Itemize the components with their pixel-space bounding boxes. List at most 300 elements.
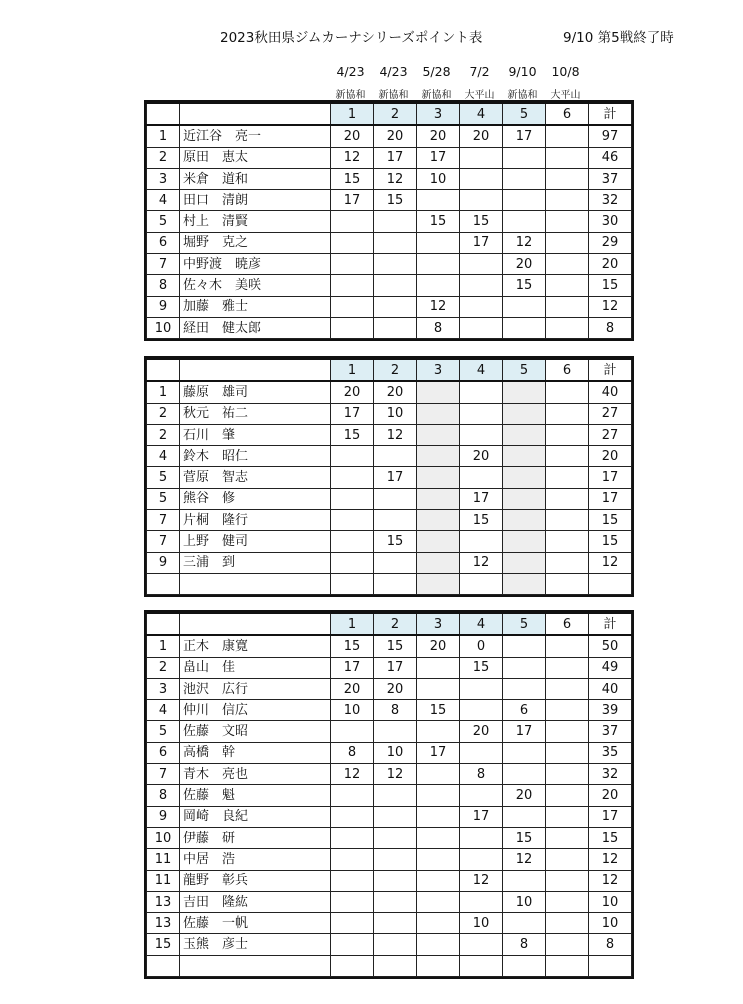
round-1-points [331,467,374,488]
round-6-points [546,168,589,189]
round-4-points: 8 [460,764,503,785]
driver-name-cell: 佐藤 文昭 [180,721,331,742]
rank-cell: 4 [147,446,180,467]
total-points-cell: 27 [589,403,632,424]
round-venue: 新協和 [507,90,538,101]
header-round-4: 4 [460,613,503,635]
header-round-5: 5 [503,613,546,635]
round-date: 4/23 [379,64,408,79]
header-total: 計 [589,103,632,125]
round-3-points [417,955,460,976]
round-3-points [417,678,460,699]
round-2-points [374,254,417,275]
round-4-points: 12 [460,870,503,891]
round-3-points: 10 [417,168,460,189]
round-5-points [503,488,546,509]
round-6-points [546,870,589,891]
table-row [147,700,632,721]
round-3-points [417,446,460,467]
rank-cell: 6 [147,742,180,763]
round-3-points [417,232,460,253]
table-row [147,806,632,827]
round-3-points: 20 [417,125,460,147]
round-6-points [546,934,589,955]
round-2-points [374,510,417,531]
round-4-points [460,467,503,488]
round-4-points [460,827,503,848]
round-6-points [546,147,589,168]
round-6-points [546,635,589,657]
round-6-points [546,700,589,721]
round-6-points [546,317,589,338]
header-blank [147,103,180,125]
round-4-points: 17 [460,232,503,253]
table-row [147,913,632,934]
rank-cell: 3 [147,168,180,189]
round-6-points [546,275,589,296]
round-2-points: 20 [374,678,417,699]
round-4-points [460,742,503,763]
round-1-points [331,913,374,934]
round-1-points: 17 [331,190,374,211]
round-3-points [417,190,460,211]
driver-name-cell: 青木 亮也 [180,764,331,785]
table-row [147,827,632,848]
round-4-points: 15 [460,211,503,232]
total-points-cell: 50 [589,635,632,657]
rank-cell: 2 [147,424,180,445]
rank-cell [147,955,180,976]
round-6-points [546,827,589,848]
round-1-points [331,531,374,552]
header-blank [180,613,331,635]
round-6-points [546,785,589,806]
round-5-points [503,678,546,699]
round-2-points [374,934,417,955]
driver-name-cell: 吉田 隆紘 [180,891,331,912]
total-points-cell: 15 [589,510,632,531]
round-4-points [460,147,503,168]
rank-cell: 5 [147,488,180,509]
total-points-cell: 8 [589,934,632,955]
driver-name-cell: 上野 健司 [180,531,331,552]
total-points-cell: 40 [589,381,632,403]
round-2-points [374,891,417,912]
table-row [147,232,632,253]
round-1-points: 17 [331,403,374,424]
round-5-points [503,552,546,573]
round-6-points [546,678,589,699]
driver-name-cell: 畠山 佳 [180,657,331,678]
round-2-points: 10 [374,403,417,424]
total-points-cell: 15 [589,531,632,552]
round-4-points [460,317,503,338]
round-3-points [417,381,460,403]
round-4-points [460,403,503,424]
round-5-points [503,657,546,678]
round-1-points [331,870,374,891]
total-points-cell: 39 [589,700,632,721]
driver-name-cell: 近江谷 亮一 [180,125,331,147]
round-4-points: 12 [460,552,503,573]
driver-name-cell: 仲川 信広 [180,700,331,721]
header-round-1: 1 [331,103,374,125]
table-row [147,955,632,976]
round-4-points: 20 [460,721,503,742]
round-6-points [546,232,589,253]
header-round-4: 4 [460,103,503,125]
round-1-points: 15 [331,424,374,445]
driver-name-cell: 鈴木 昭仁 [180,446,331,467]
round-3-points [417,467,460,488]
standings-table-2wd [146,612,632,977]
driver-name-cell: 三浦 到 [180,552,331,573]
total-points-cell: 12 [589,849,632,870]
round-6-points [546,552,589,573]
table-row [147,552,632,573]
round-6-points [546,764,589,785]
round-4-points [460,955,503,976]
round-2-points [374,552,417,573]
round-date: 10/8 [551,64,580,79]
round-5-points: 17 [503,721,546,742]
round-4-points: 20 [460,125,503,147]
round-3-points: 20 [417,635,460,657]
round-4-points [460,190,503,211]
driver-name-cell: 佐藤 一帆 [180,913,331,934]
driver-name-cell: 池沢 広行 [180,678,331,699]
round-1-points: 15 [331,168,374,189]
standings-table-at [146,358,632,595]
round-6-points [546,742,589,763]
round-1-points [331,552,374,573]
standings-table-k [146,102,632,339]
round-date: 4/23 [336,64,365,79]
round-3-points [417,870,460,891]
header-round-6: 6 [546,103,589,125]
round-2-points [374,870,417,891]
total-points-cell: 20 [589,254,632,275]
round-5-points [503,531,546,552]
table-row [147,510,632,531]
rank-cell: 2 [147,657,180,678]
round-date: 7/2 [469,64,490,79]
round-2-points: 17 [374,147,417,168]
round-2-points [374,446,417,467]
round-date: 5/28 [422,64,451,79]
total-points-cell: 17 [589,467,632,488]
table-row [147,488,632,509]
rank-cell: 1 [147,381,180,403]
round-1-points [331,955,374,976]
total-points-cell: 32 [589,190,632,211]
round-3-points: 17 [417,147,460,168]
round-3-points [417,424,460,445]
round-date: 9/10 [508,64,537,79]
round-2-points: 12 [374,764,417,785]
round-1-points: 12 [331,764,374,785]
table-header-row [147,359,632,381]
round-5-points [503,510,546,531]
round-4-points [460,573,503,594]
total-points-cell: 49 [589,657,632,678]
round-4-points: 10 [460,913,503,934]
round-venue: 新協和 [421,90,452,101]
round-5-points [503,296,546,317]
rank-cell: 5 [147,211,180,232]
table-row [147,403,632,424]
round-2-points: 12 [374,168,417,189]
round-1-points [331,573,374,594]
table-row [147,424,632,445]
driver-name-cell: 村上 清賢 [180,211,331,232]
round-3-points [417,254,460,275]
round-5-points [503,381,546,403]
rank-cell: 8 [147,785,180,806]
round-5-points [503,190,546,211]
header-round-3: 3 [417,359,460,381]
round-5-points [503,742,546,763]
table-row [147,531,632,552]
round-5-points [503,913,546,934]
round-6-points [546,125,589,147]
rank-cell: 10 [147,317,180,338]
round-3-points [417,657,460,678]
round-5-points: 15 [503,827,546,848]
rank-cell: 13 [147,913,180,934]
rank-cell: 11 [147,849,180,870]
table-row [147,678,632,699]
round-venue: 大平山 [464,90,495,101]
table-row [147,446,632,467]
round-4-points: 15 [460,657,503,678]
rank-cell [147,573,180,594]
round-1-points [331,275,374,296]
table-row [147,742,632,763]
header-round-1: 1 [331,613,374,635]
round-1-points [331,891,374,912]
header-total: 計 [589,359,632,381]
table-row [147,147,632,168]
round-2-points [374,849,417,870]
round-5-points [503,467,546,488]
round-5-points [503,573,546,594]
table-row [147,721,632,742]
total-points-cell: 8 [589,317,632,338]
rank-cell: 9 [147,552,180,573]
header-total: 計 [589,613,632,635]
round-2-points [374,296,417,317]
round-2-points [374,955,417,976]
driver-name-cell: 玉熊 彦士 [180,934,331,955]
round-3-points [417,806,460,827]
round-2-points [374,721,417,742]
rank-cell: 3 [147,678,180,699]
round-venue: 新協和 [335,90,366,101]
header-round-5: 5 [503,103,546,125]
round-1-points [331,211,374,232]
table-row [147,573,632,594]
header-round-6: 6 [546,359,589,381]
rank-cell: 10 [147,827,180,848]
round-2-points [374,785,417,806]
rank-cell: 2 [147,403,180,424]
round-3-points [417,531,460,552]
round-4-points [460,891,503,912]
round-1-points [331,510,374,531]
round-3-points [417,785,460,806]
round-3-points: 8 [417,317,460,338]
driver-name-cell: 岡崎 良紀 [180,806,331,827]
header-round-2: 2 [374,103,417,125]
round-1-points: 12 [331,147,374,168]
round-6-points [546,891,589,912]
round-3-points [417,721,460,742]
table-row [147,317,632,338]
total-points-cell [589,573,632,594]
total-points-cell: 17 [589,488,632,509]
table-row [147,211,632,232]
round-5-points [503,424,546,445]
total-points-cell: 17 [589,806,632,827]
total-points-cell: 35 [589,742,632,763]
round-2-points [374,488,417,509]
header-round-5: 5 [503,359,546,381]
round-3-points [417,764,460,785]
round-6-points [546,913,589,934]
round-2-points: 20 [374,381,417,403]
driver-name-cell: 田口 清朗 [180,190,331,211]
table-row [147,785,632,806]
round-4-points: 0 [460,635,503,657]
round-2-points: 17 [374,657,417,678]
driver-name-cell: 石川 肇 [180,424,331,445]
driver-name-cell: 高橋 幹 [180,742,331,763]
rank-cell: 1 [147,125,180,147]
round-5-points [503,446,546,467]
round-1-points: 15 [331,635,374,657]
table-row [147,190,632,211]
round-5-points [503,147,546,168]
round-5-points: 12 [503,232,546,253]
round-3-points [417,573,460,594]
round-6-points [546,424,589,445]
round-2-points [374,232,417,253]
round-3-points [417,510,460,531]
total-points-cell: 46 [589,147,632,168]
round-6-points [546,806,589,827]
driver-name-cell: 秋元 祐二 [180,403,331,424]
round-1-points [331,254,374,275]
round-5-points: 8 [503,934,546,955]
round-6-points [546,721,589,742]
round-3-points [417,275,460,296]
table-row [147,254,632,275]
round-4-points [460,381,503,403]
round-2-points: 8 [374,700,417,721]
round-3-points [417,827,460,848]
header-blank [147,613,180,635]
round-1-points [331,317,374,338]
round-4-points [460,254,503,275]
driver-name-cell: 熊谷 修 [180,488,331,509]
table-header-row [147,103,632,125]
round-1-points [331,296,374,317]
total-points-cell: 37 [589,168,632,189]
round-3-points: 15 [417,211,460,232]
round-5-points: 20 [503,254,546,275]
round-4-points [460,934,503,955]
round-2-points: 15 [374,635,417,657]
round-5-points [503,403,546,424]
driver-name-cell: 中居 浩 [180,849,331,870]
header-blank [180,103,331,125]
round-1-points: 20 [331,678,374,699]
round-5-points: 15 [503,275,546,296]
round-6-points [546,955,589,976]
rank-cell: 1 [147,635,180,657]
round-6-points [546,381,589,403]
round-1-points [331,488,374,509]
driver-name-cell [180,955,331,976]
round-1-points [331,827,374,848]
round-6-points [546,488,589,509]
header-round-6: 6 [546,613,589,635]
round-3-points [417,488,460,509]
table-row [147,467,632,488]
round-1-points: 20 [331,125,374,147]
round-6-points [546,403,589,424]
round-5-points: 10 [503,891,546,912]
round-1-points [331,721,374,742]
round-4-points [460,168,503,189]
driver-name-cell: 佐藤 魁 [180,785,331,806]
round-5-points [503,168,546,189]
rank-cell: 7 [147,531,180,552]
driver-name-cell: 中野渡 暁彦 [180,254,331,275]
rank-cell: 9 [147,296,180,317]
round-4-points [460,424,503,445]
driver-name-cell: 正木 康寛 [180,635,331,657]
header-round-3: 3 [417,103,460,125]
driver-name-cell: 佐々木 美咲 [180,275,331,296]
total-points-cell: 10 [589,891,632,912]
round-4-points: 20 [460,446,503,467]
table-row [147,891,632,912]
driver-name-cell: 米倉 道和 [180,168,331,189]
round-6-points [546,296,589,317]
page-title: 2023秋田県ジムカーナシリーズポイント表 [220,30,483,46]
driver-name-cell: 伊藤 研 [180,827,331,848]
round-1-points: 17 [331,657,374,678]
driver-name-cell: 龍野 彰兵 [180,870,331,891]
total-points-cell: 20 [589,446,632,467]
rank-cell: 5 [147,467,180,488]
round-3-points [417,849,460,870]
round-6-points [546,254,589,275]
total-points-cell: 32 [589,764,632,785]
round-venue: 大平山 [550,90,581,101]
round-2-points [374,317,417,338]
round-3-points: 12 [417,296,460,317]
round-2-points [374,211,417,232]
round-3-points: 17 [417,742,460,763]
table-row [147,934,632,955]
round-4-points: 17 [460,806,503,827]
round-5-points: 6 [503,700,546,721]
total-points-cell: 15 [589,275,632,296]
rank-cell: 6 [147,232,180,253]
